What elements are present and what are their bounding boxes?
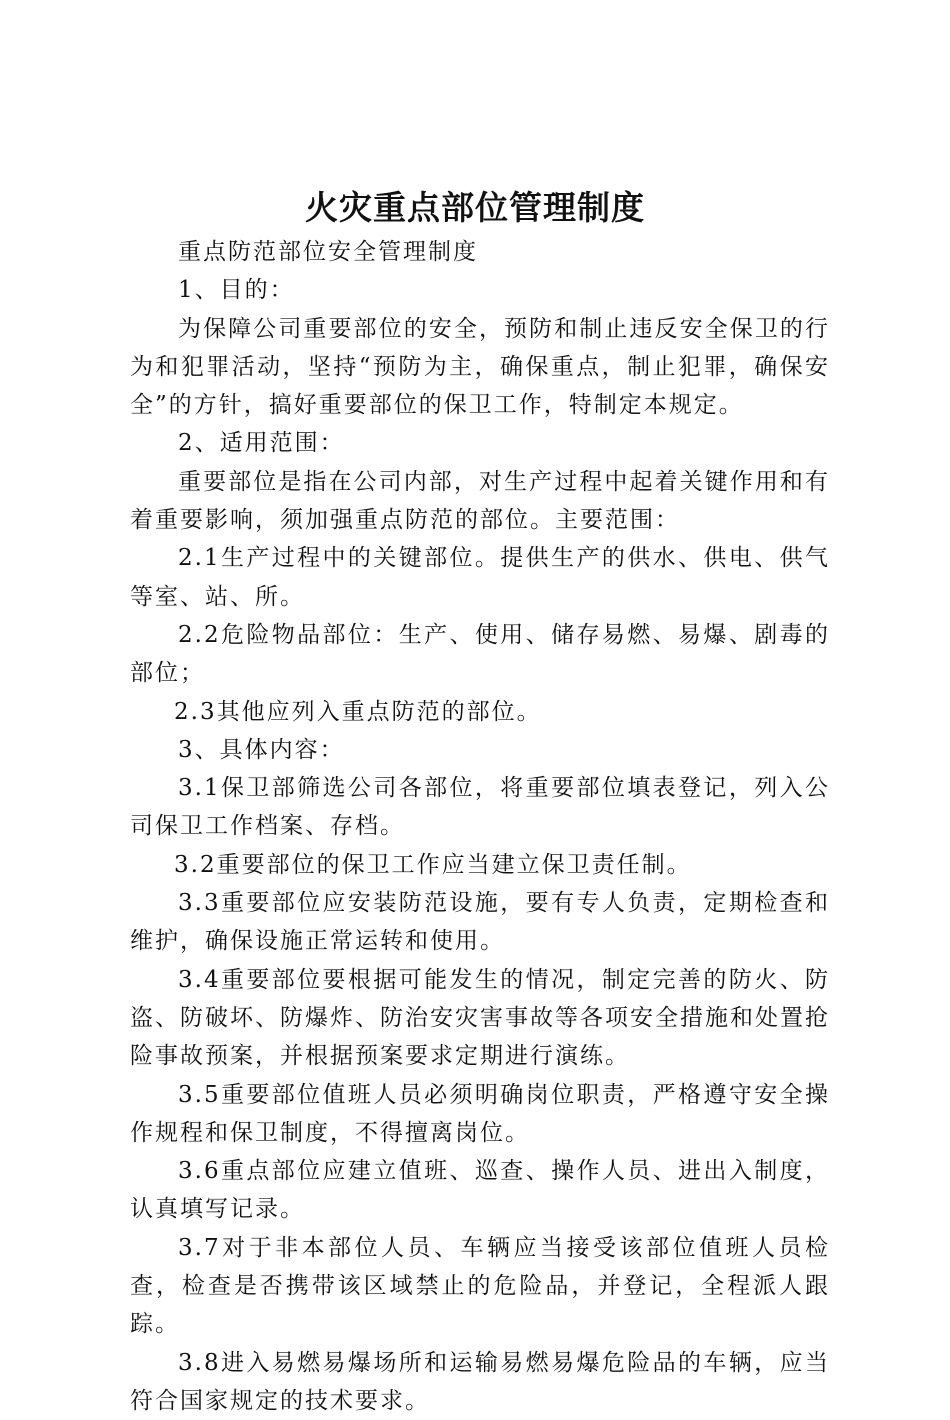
paragraph-purpose: 为保障公司重要部位的安全，预防和制止违反安全保卫的行为和犯罪活动，坚持“预防为主，确保重点，制止犯罪，确保安全”的方针，搞好重要部位的保卫工作，特制定本规定。	[130, 315, 830, 419]
paragraph-2-1: 2.1生产过程中的关键部位。提供生产的供水、供电、供气等室、站、所。	[130, 545, 830, 610]
paragraph-section-1-heading: 1、目的：	[178, 277, 295, 304]
paragraph-2-2: 2.2危险物品部位：生产、使用、储存易燃、易爆、剧毒的部位；	[130, 621, 830, 687]
paragraph-3-2: 3.2重要部位的保卫工作应当建立保卫责任制。	[174, 851, 692, 878]
paragraph-3-4: 3.4重要部位要根据可能发生的情况，制定完善的防火、防盗、防破坏、防爆炸、防治安灾害事故等各项安全措施和处置抢险事故预案，并根据预案要求定期进行演练。	[130, 966, 830, 1070]
paragraph-3-7: 3.7对于非本部位人员、车辆应当接受该部位值班人员检查，检查是否携带该区域禁止的危险品，并登记，全程派人跟踪。	[130, 1234, 830, 1338]
paragraph-3-3: 3.3重要部位应安装防范设施，要有专人负责，定期检查和维护，确保设施正常运转和使用。	[130, 890, 830, 955]
paragraph-section-3-heading: 3、具体内容：	[178, 736, 345, 763]
paragraph-section-2-heading: 2、适用范围：	[178, 430, 345, 457]
paragraph-scope: 重要部位是指在公司内部，对生产过程中起着关键作用和有着重要影响，须加强重点防范的部位。主要范围：	[130, 468, 830, 534]
paragraph-3-6: 3.6重点部位应建立值班、巡查、操作人员、进出入制度，认真填写记录。	[130, 1158, 830, 1223]
paragraph-3-5: 3.5重要部位值班人员必须明确岗位职责，严格遵守安全操作规程和保卫制度，不得擅离岗位。	[130, 1081, 830, 1146]
paragraph-subtitle: 重点防范部位安全管理制度	[178, 239, 478, 265]
document-title: 火灾重点部位管理制度	[305, 188, 645, 227]
paragraph-3-1: 3.1保卫部筛选公司各部位，将重要部位填表登记，列入公司保卫工作档案、存档。	[130, 775, 830, 840]
document-body	[130, 233, 830, 1420]
paragraph-2-3: 2.3其他应列入重点防范的部位。	[174, 698, 542, 725]
paragraph-3-8: 3.8进入易燃易爆场所和运输易燃易爆危险品的车辆，应当符合国家规定的技术要求。	[130, 1349, 830, 1414]
